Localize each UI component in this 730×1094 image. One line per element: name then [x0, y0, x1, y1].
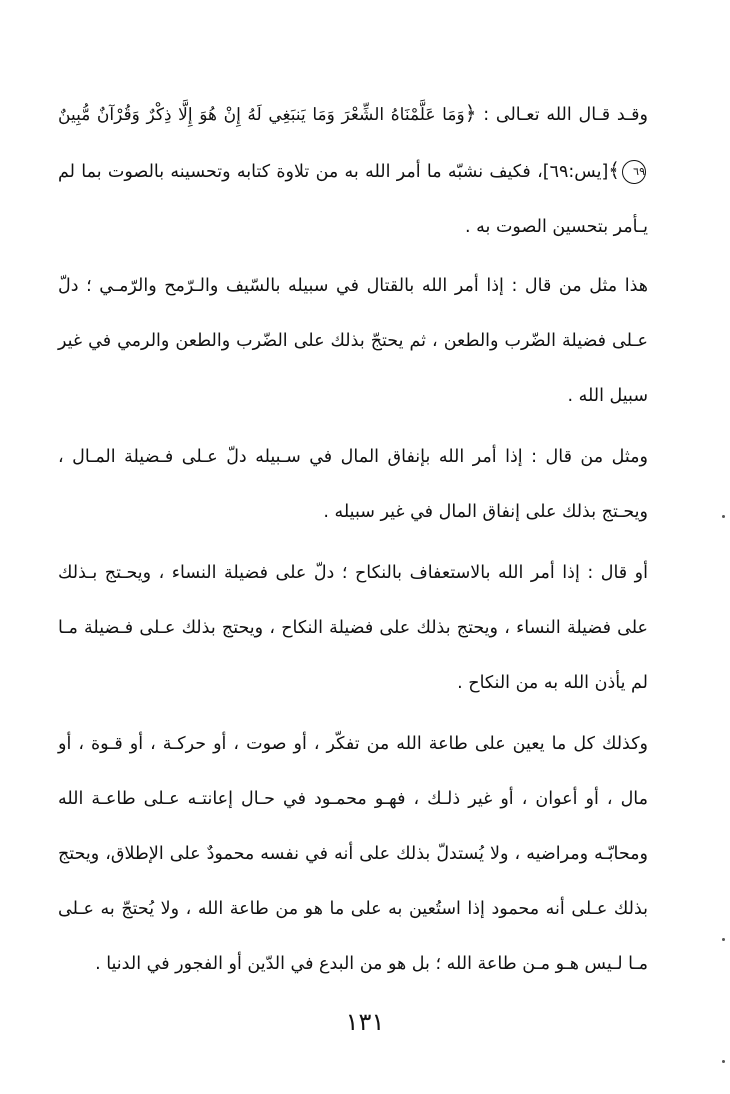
- body-text: [58, 86, 648, 998]
- ayah-number-marker: ٦٩: [622, 160, 646, 184]
- quran-close-bracket: ﴾: [608, 158, 620, 182]
- paragraph-fighting-example: هذا مثل من قال : إذا أمر الله بالقتال في سبيله بالسّيف والـرّمح والرّمـي ؛ دلّ عـلى فضيلة الضّرب والطعن ، ثم يحتجّ بذلك على الضّرب والطعن والرمي في غير سبيل الله .: [58, 276, 648, 406]
- citation-intro: وقـد قـال الله تعـالى :: [483, 105, 648, 125]
- scan-speck: [722, 1060, 725, 1063]
- paragraph-quran-citation: [58, 86, 648, 255]
- paragraph-conclusion: وكذلك كل ما يعين على طاعة الله من تفكّر ، أو صوت ، أو حركـة ، أو قـوة ، أو مال ، أو أعوان ، أو غير ذلـك ، فهـو محمـود في حـال إعانتـه عـلى طاعـة الله ومحابّـه ومراضيه ، ولا يُستدلّ بذلك على أنه في نفسه محمودٌ على الإطلاق، ويحتج بذلك عـلى أنه محمود إذا استُعين به على ما هو من طاعة الله ، ولا يُحتجّ به عـلى مـا لـيس هـو مـن طاعة الله ؛ بل هو من البدع في الدّين أو الفجور في الدنيا .: [58, 734, 648, 974]
- citation-rest: [يس:٦٩]، فكيف نشبّه ما أمر الله به من تلاوة كتابه وتحسينه بالصوت بما لم يـأمر بتحسين الصوت به .: [58, 162, 648, 237]
- paragraph-marriage-example: أو قال : إذا أمر الله بالاستعفاف بالنكاح ؛ دلّ على فضيلة النساء ، ويحـتج بـذلك على فضيلة النساء ، ويحتج بذلك على فضيلة النكاح ، ويحتج بذلك عـلى فـضيلة مـا لم يأذن الله به من النكاح .: [58, 563, 648, 693]
- page-number: ١٣١: [345, 1008, 385, 1036]
- quran-verse: وَمَا عَلَّمْنَاهُ الشِّعْرَ وَمَا يَنبَغِي لَهُ إِنْ هُوَ إِلَّا ذِكْرٌ وَقُرْآنٌ مُّبِينٌ: [58, 105, 465, 125]
- scan-speck: [722, 515, 725, 518]
- scan-speck: [722, 938, 725, 941]
- paragraph-spending-example: ومثل من قال : إذا أمر الله بإنفاق المال في سـبيله دلّ عـلى فـضيلة المـال ، ويحـتج بذلك على إنفاق المال في غير سبيله .: [58, 447, 648, 522]
- quran-open-bracket: ﴿: [464, 101, 477, 125]
